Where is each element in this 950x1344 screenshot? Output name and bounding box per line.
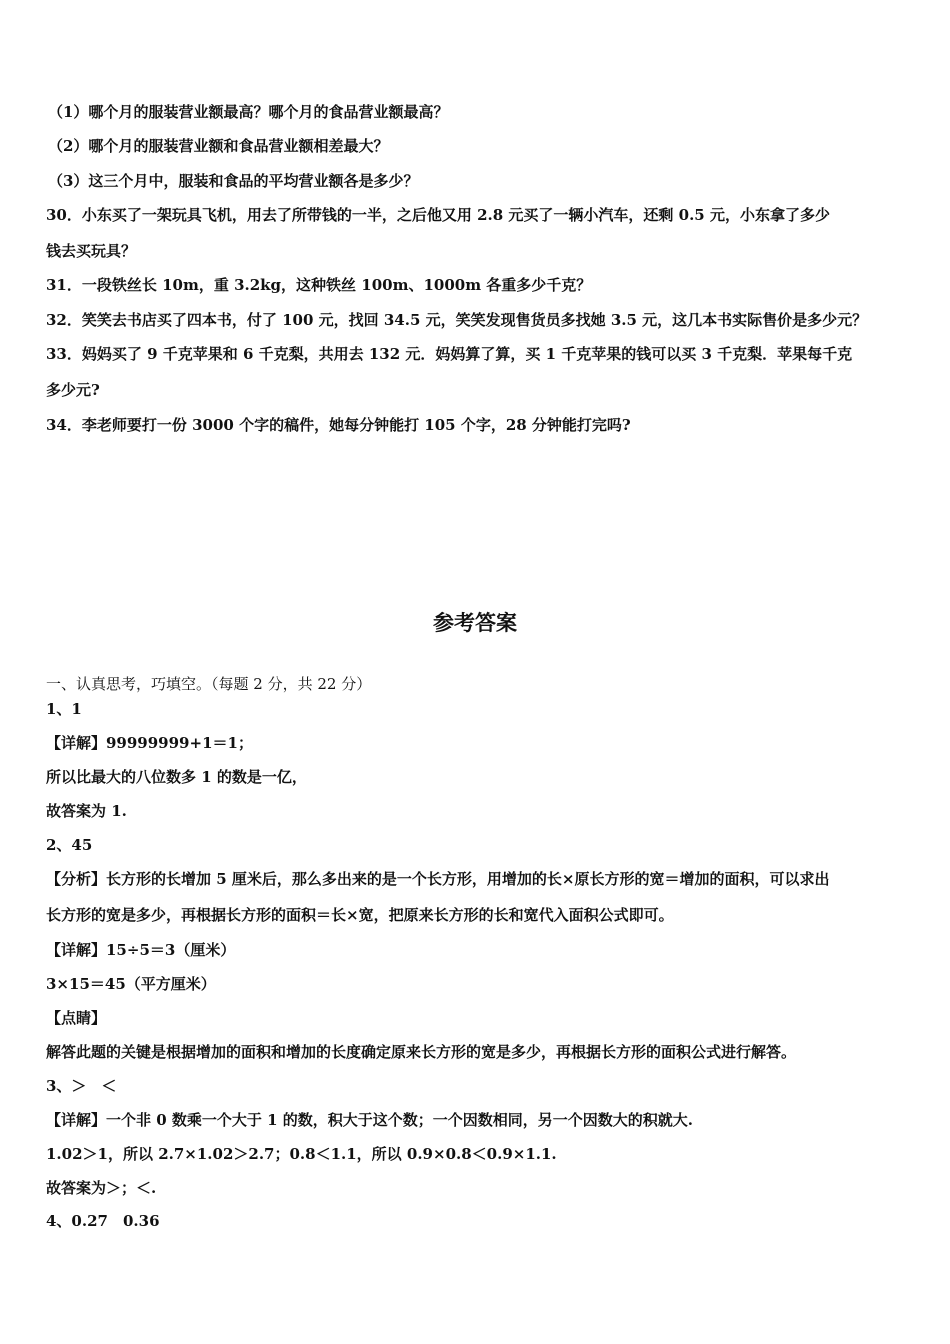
question-33-line-1: 33．妈妈买了 9 千克苹果和 6 千克梨，共用去 132 元．妈妈算了算，买 1 千克苹果的钱可以买 3 千克梨．苹果每千克	[46, 345, 853, 363]
answer-2-analysis-line-1: 【分析】长方形的长增加 5 厘米后，那么多出来的是一个长方形，用增加的长×原长方形的宽＝增加的面积，可以求出	[46, 870, 830, 888]
question-31: 31．一段铁丝长 10m，重 3.2kg，这种铁丝 100m、1000m 各重多少千克？	[46, 276, 592, 294]
answers-title: 参考答案	[433, 610, 517, 635]
answer-2-comment-text: 解答此题的关键是根据增加的面积和增加的长度确定原来长方形的宽是多少，再根据长方形的面积公式进行解答。	[46, 1043, 797, 1061]
question-29-part-2: （2）哪个月的服装营业额和食品营业额相差最大？	[48, 137, 389, 155]
answer-2-line-2: 3×15＝45（平方厘米）	[46, 975, 216, 993]
question-29-part-3: （3）这三个月中，服装和食品的平均营业额各是多少？	[48, 172, 419, 190]
answer-2-comment-label: 【点睛】	[46, 1009, 107, 1027]
answer-2: 2、45	[46, 836, 93, 854]
question-30-line-2: 钱去买玩具？	[46, 242, 137, 260]
question-30-line-1: 30．小东买了一架玩具飞机，用去了所带钱的一半，之后他又用 2.8 元买了一辆小汽车，还剩 0.5 元，小东拿了多少	[46, 206, 830, 224]
answer-2-analysis-line-2: 长方形的宽是多少，再根据长方形的面积＝长×宽，把原来长方形的长和宽代入面积公式即可。	[46, 906, 674, 924]
answer-3: 3、＞ ＜	[46, 1077, 117, 1095]
question-34: 34．李老师要打一份 3000 个字的稿件，她每分钟能打 105 个字，28 分钟能打完吗?	[46, 416, 631, 434]
answer-1-line-3: 故答案为 1.	[46, 802, 127, 820]
answer-3-detail: 【详解】一个非 0 数乘一个大于 1 的数，积大于这个数；一个因数相同，另一个因数大的积就大.	[46, 1111, 693, 1129]
answer-3-line-2: 1.02＞1，所以 2.7×1.02＞2.7；0.8＜1.1，所以 0.9×0.8＜0.9×1.1.	[46, 1145, 557, 1163]
answer-1: 1、1	[46, 700, 82, 718]
question-33-line-2: 多少元?	[46, 381, 100, 399]
answer-1-line-2: 所以比最大的八位数多 1 的数是一亿，	[46, 768, 307, 786]
answer-1-detail: 【详解】99999999+1＝1；	[46, 734, 253, 752]
answer-2-detail: 【详解】15÷5＝3（厘米）	[46, 941, 236, 959]
question-29-part-1: （1）哪个月的服装营业额最高？哪个月的食品营业额最高？	[48, 103, 449, 121]
answers-section-heading: 一、认真思考，巧填空。（每题 2 分，共 22 分）	[46, 675, 372, 693]
question-32: 32．笑笑去书店买了四本书，付了 100 元，找回 34.5 元，笑笑发现售货员多找她 3.5 元，这几本书实际售价是多少元？	[46, 311, 868, 329]
answer-4: 4、0.27 0.36	[46, 1212, 160, 1230]
answer-3-line-3: 故答案为＞；＜.	[46, 1179, 157, 1197]
